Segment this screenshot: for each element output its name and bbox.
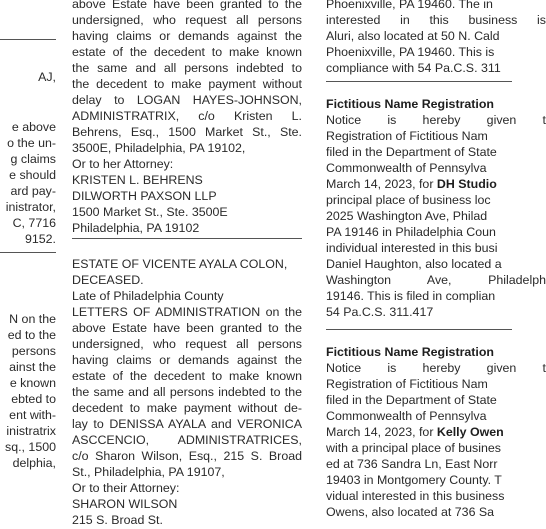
- left-text-line: [12, 120, 56, 136]
- middle-text-line: [72, 221, 199, 237]
- middle-text-line: [72, 401, 302, 417]
- middle-text-line: [72, 289, 224, 305]
- notice-text: principal place of business loc: [326, 193, 491, 207]
- right-text-line: [326, 241, 498, 257]
- notice-text: sq., 1500: [5, 440, 56, 454]
- notice-heading: Fictitious Name Registration: [326, 345, 494, 359]
- right-text-line: [326, 225, 496, 241]
- left-text-line: [6, 200, 56, 216]
- notice-text: Registration of Fictitious Nam: [326, 129, 488, 143]
- right-text-line: [326, 289, 495, 305]
- right-text-line: [326, 345, 494, 361]
- right-text-line: [326, 473, 502, 489]
- notice-text: Aluri, also located at 50 N. Cald: [326, 29, 500, 43]
- notice-text: Commonwealth of Pennsylva: [326, 409, 487, 423]
- middle-text-line: [72, 305, 302, 321]
- right-text-line: [326, 193, 491, 209]
- left-column-fragment: [0, 0, 56, 512]
- notice-text: ebted to: [11, 392, 56, 406]
- middle-text-line: [72, 433, 302, 449]
- notice-text: 215 S. Broad St.: [72, 513, 163, 527]
- notice-text: DECEASED.: [72, 273, 144, 287]
- middle-text-line: [72, 77, 302, 93]
- middle-text-line: [72, 189, 217, 205]
- right-text-line: [326, 145, 497, 161]
- middle-text-line: [72, 0, 302, 13]
- right-text-line: [326, 393, 497, 409]
- left-text-line: [9, 360, 56, 376]
- notice-text: above Estate have been granted to the: [72, 0, 302, 11]
- left-text-line: [38, 70, 56, 86]
- middle-text-line: [72, 141, 245, 157]
- notice-text: ADMINISTRATRIX, c/o Kristen L.: [72, 109, 302, 123]
- notice-text: 19403 in Montgomery County. T: [326, 473, 502, 487]
- notice-text: March 14, 2023, for: [326, 177, 437, 191]
- right-text-line: [326, 273, 546, 289]
- right-text-line: [326, 441, 501, 457]
- right-column-divider: [326, 81, 512, 82]
- notice-text: 2025 Washington Ave, Philad: [326, 209, 488, 223]
- middle-text-line: [72, 465, 225, 481]
- middle-text-line: [72, 13, 302, 29]
- right-text-line: [326, 97, 494, 113]
- notice-text: ed to the: [7, 328, 56, 342]
- notice-text: 1500 Market St., Ste. 3500E: [72, 205, 228, 219]
- notice-text: interested in this business is: [326, 13, 546, 27]
- notice-text: Behrens, Esq., 1500 Market St., Ste.: [72, 125, 302, 139]
- notice-text: filed in the Department of State: [326, 145, 497, 159]
- left-text-line: [12, 344, 56, 360]
- notice-text: ESTATE OF VICENTE AYALA COLON,: [72, 257, 288, 271]
- left-column-divider: [0, 252, 56, 253]
- notice-text: Or to their Attorney:: [72, 481, 180, 495]
- left-text-line: [13, 216, 56, 232]
- middle-text-line: [72, 321, 302, 337]
- notice-text: Commonwealth of Pennsylva: [326, 161, 487, 175]
- middle-text-line: [72, 513, 163, 529]
- notice-text: N on the: [9, 312, 56, 326]
- middle-text-line: [72, 497, 177, 513]
- notice-text: St., Philadelphia, PA 19107,: [72, 465, 225, 479]
- notice-text: the same and all persons indebted to the: [72, 385, 302, 399]
- right-text-line: [326, 257, 502, 273]
- notice-text: SHARON WILSON: [72, 497, 178, 511]
- notice-text: Washington Ave, Philadelph: [326, 273, 546, 287]
- left-text-line: [7, 136, 56, 152]
- notice-text: March 14, 2023, for: [326, 425, 437, 439]
- business-name: DH Studio: [436, 177, 497, 191]
- left-text-line: [13, 456, 56, 472]
- notice-text: Registration of Fictitious Nam: [326, 377, 488, 391]
- notice-text: Daniel Haughton, also located a: [326, 257, 502, 271]
- right-text-line: [326, 377, 488, 393]
- right-column-divider: [326, 329, 512, 330]
- right-text-line: [326, 209, 487, 225]
- right-text-line: [326, 505, 494, 521]
- notice-text: o the un-: [7, 136, 56, 150]
- notice-text: inistrator,: [5, 200, 56, 214]
- middle-text-line: [72, 449, 302, 465]
- notice-text: undersigned, who request all persons: [72, 13, 302, 27]
- notice-text: with a principal place of busines: [326, 441, 501, 455]
- right-text-line: [326, 489, 504, 505]
- middle-text-line: [72, 173, 203, 189]
- notice-text: c/o Sharon Wilson, Esq., 215 S. Broad: [72, 449, 302, 463]
- notice-text: ASCCENCIO, ADMINISTRATRICES,: [72, 433, 302, 447]
- notice-text: 3500E, Philadelphia, PA 19102,: [72, 141, 246, 155]
- notice-text: decedent to make payment without de-: [72, 401, 302, 415]
- notice-text: individual interested in this busi: [326, 241, 498, 255]
- middle-text-line: [72, 61, 302, 77]
- right-text-line: [326, 361, 546, 377]
- middle-text-line: [72, 369, 302, 385]
- middle-text-line: [72, 353, 302, 369]
- notice-text: having claims or demands against the: [72, 353, 302, 367]
- notice-text: above Estate have been granted to the: [72, 321, 302, 335]
- right-text-line: [326, 425, 504, 441]
- notice-text: the same and all persons indebted to: [72, 61, 302, 75]
- left-text-line: [25, 232, 56, 248]
- notice-text: 54 Pa.C.S. 311.417: [326, 305, 434, 319]
- middle-text-line: [72, 337, 302, 353]
- middle-text-line: [72, 481, 179, 497]
- left-text-line: [9, 168, 56, 184]
- middle-text-line: [72, 385, 302, 401]
- notice-text: ed at 736 Sandra Ln, East Norr: [326, 457, 498, 471]
- notice-text: Philadelphia, PA 19102: [72, 221, 200, 235]
- notice-text: AJ,: [38, 70, 56, 84]
- notice-text: PA 19146 in Philadelphia Coun: [326, 225, 496, 239]
- notice-text: Or to her Attorney:: [72, 157, 174, 171]
- notice-text: delphia,: [12, 456, 56, 470]
- right-column-legal-notices: [326, 0, 546, 519]
- notice-text: estate of the decedent to make known: [72, 369, 302, 383]
- notice-text: DILWORTH PAXSON LLP: [72, 189, 217, 203]
- right-text-line: [326, 29, 500, 45]
- middle-column-divider: [72, 238, 302, 239]
- notice-text: undersigned, who request all persons: [72, 337, 302, 351]
- middle-text-line: [72, 205, 228, 221]
- notice-text: vidual interested in this business: [326, 489, 505, 503]
- notice-text: ent with-: [9, 408, 56, 422]
- notice-text: Notice is hereby given t: [326, 113, 546, 127]
- notice-text: delay to LOGAN HAYES-JOHNSON,: [72, 93, 302, 107]
- middle-text-line: [72, 417, 302, 433]
- notice-text: Phoenixville, PA 19460. This is: [326, 45, 495, 59]
- middle-text-line: [72, 45, 302, 61]
- notice-text: Notice is hereby given t: [326, 361, 546, 375]
- right-text-line: [326, 129, 488, 145]
- notice-text: Phoenixville, PA 19460. The in: [326, 0, 493, 11]
- notice-text: e should: [9, 168, 56, 182]
- notice-text: ainst the: [9, 360, 56, 374]
- middle-text-line: [72, 257, 287, 273]
- notice-text: the decedent to make payment without: [72, 77, 302, 91]
- right-text-line: [326, 61, 501, 77]
- left-text-line: [11, 184, 56, 200]
- notice-text: 19146. This is filed in complian: [326, 289, 496, 303]
- right-text-line: [326, 113, 546, 129]
- notice-text: estate of the decedent to make known: [72, 45, 302, 59]
- notice-text: e known: [9, 376, 56, 390]
- middle-text-line: [72, 125, 302, 141]
- left-text-line: [5, 440, 56, 456]
- notice-text: Late of Philadelphia County: [72, 289, 224, 303]
- left-column-divider: [0, 39, 56, 40]
- left-text-line: [10, 376, 56, 392]
- notice-text: 9152.: [24, 232, 56, 246]
- right-text-line: [326, 409, 486, 425]
- middle-text-line: [72, 93, 302, 109]
- notice-text: inistratrix: [6, 424, 56, 438]
- notice-text: lay to DENISSA AYALA and VERONICA: [72, 417, 302, 431]
- left-text-line: [6, 424, 56, 440]
- right-text-line: [326, 45, 494, 61]
- notice-text: ard pay-: [10, 184, 56, 198]
- notice-text: C, 7716: [12, 216, 56, 230]
- notice-text: Owens, also located at 736 Sa: [326, 505, 495, 519]
- notice-text: compliance with 54 Pa.C.S. 311: [326, 61, 501, 75]
- left-text-line: [11, 392, 56, 408]
- left-text-line: [8, 328, 56, 344]
- notice-text: filed in the Department of State: [326, 393, 497, 407]
- middle-text-line: [72, 273, 144, 289]
- middle-column-legal-notices: [72, 0, 302, 527]
- notice-text: KRISTEN L. BEHRENS: [72, 173, 203, 187]
- notice-text: e above: [11, 120, 56, 134]
- middle-text-line: [72, 29, 302, 45]
- notice-text: persons: [11, 344, 56, 358]
- right-text-line: [326, 177, 497, 193]
- right-text-line: [326, 0, 493, 13]
- notice-text: g claims: [10, 152, 56, 166]
- notice-text: LETTERS OF ADMINISTRATION on the: [72, 305, 302, 319]
- right-text-line: [326, 13, 546, 29]
- left-text-line: [9, 408, 56, 424]
- middle-text-line: [72, 157, 173, 173]
- right-text-line: [326, 161, 486, 177]
- right-text-line: [326, 457, 498, 473]
- right-text-line: [326, 305, 433, 321]
- middle-text-line: [72, 109, 302, 125]
- left-text-line: [11, 152, 56, 168]
- notice-heading: Fictitious Name Registration: [326, 97, 494, 111]
- left-text-line: [9, 312, 56, 328]
- notice-text: having claims or demands against the: [72, 29, 302, 43]
- business-name: Kelly Owen: [436, 425, 504, 439]
